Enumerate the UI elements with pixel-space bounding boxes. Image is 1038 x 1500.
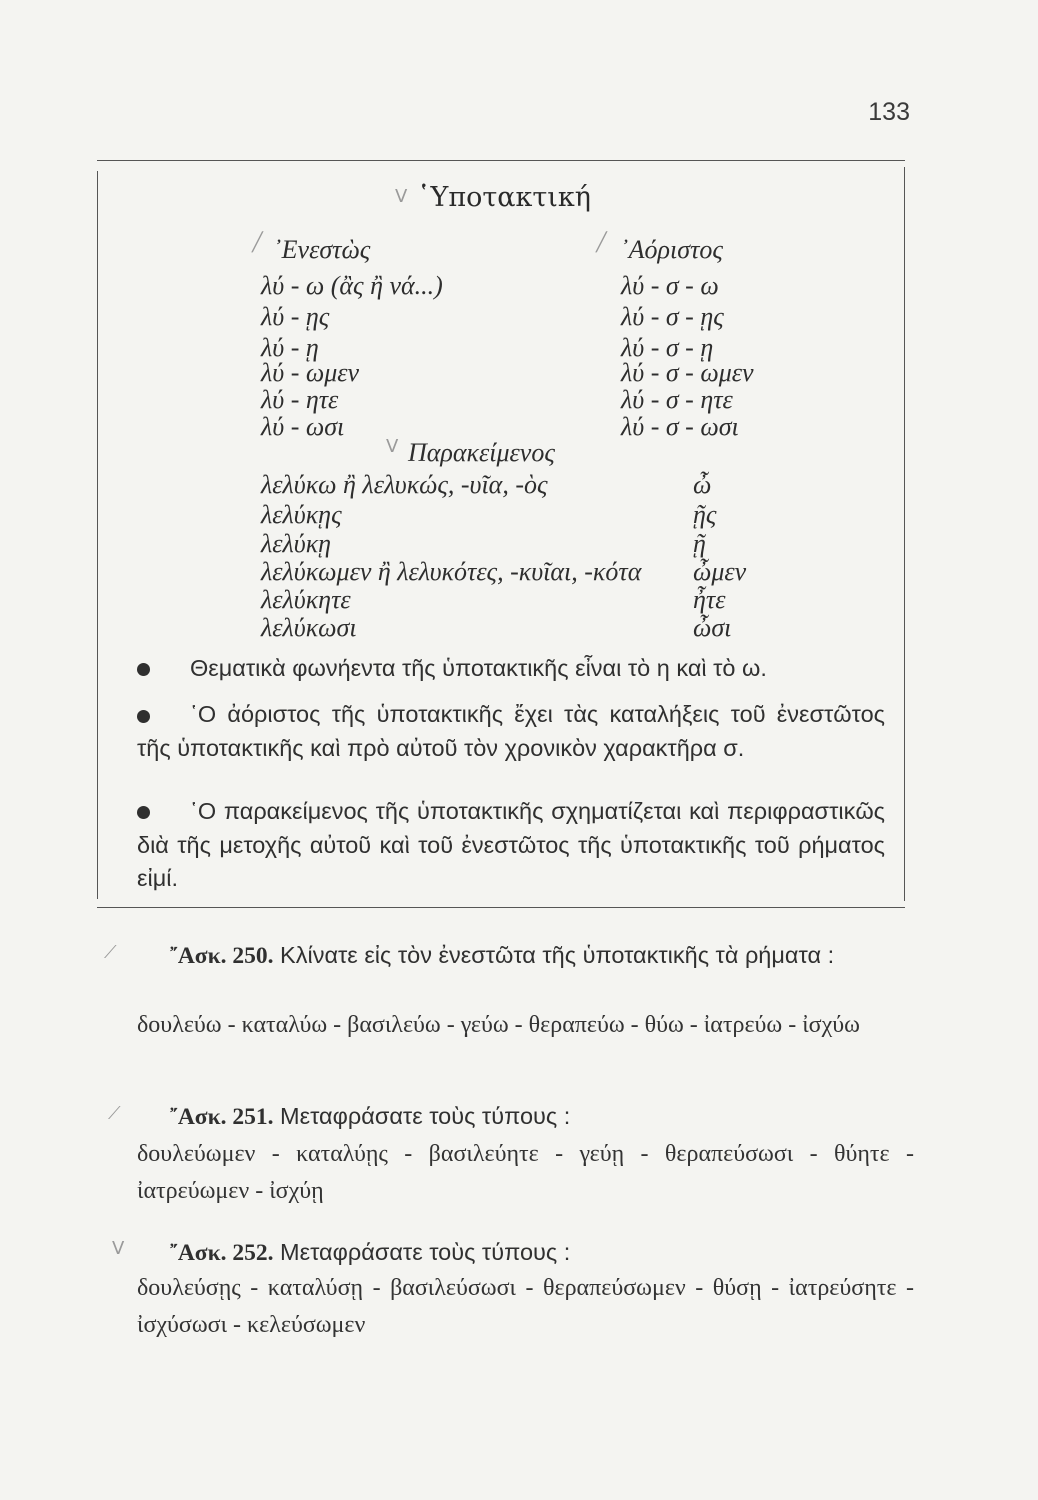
perfect-ending: ῇ [693, 529, 706, 558]
check-mark-icon: ᐯ [112, 1238, 125, 1259]
exercise-instruction: Μεταφράσατε τοὺς τύπους : [280, 1103, 571, 1129]
exercise-words: δουλεύω - καταλύω - βασιλεύω - γεύω - θεραπεύω - θύω - ἰατρεύω - ἰσχύω [137, 1012, 860, 1038]
aorist-form: λύ - σ - ητε [621, 385, 733, 414]
perfect-form: λελύκῃς [261, 500, 342, 529]
check-mark-icon: ╱ [596, 232, 607, 253]
aorist-form: λύ - σ - ῃ [621, 333, 714, 362]
present-form: λύ - ῃς [261, 302, 330, 331]
exercise-252 [137, 1234, 914, 1272]
present-form: λύ - ωμεν [261, 358, 360, 387]
present-header: ᾿Ενεστὼς [273, 235, 371, 264]
present-form: λύ - ω (ἂς ἢ νά...) [261, 271, 443, 300]
exercise-instruction: Κλίνατε εἰς τὸν ἐνεστῶτα τῆς ὑποτακτικῆς τὰ ρήματα : [280, 942, 835, 968]
rule-text: ῾Ο παρακείμενος τῆς ὑποτακτικῆς σχηματίζεται καὶ περιφραστικῶς διὰ τῆς μετοχῆς αὐτοῦ καὶ τοῦ ἐνεστῶτος τῆς ὑποτακτικῆς τοῦ ρήματος εἰμί. [137, 798, 885, 891]
perfect-form: λελύκωμεν ἢ λελυκότες, -κυῖαι, -κότα [261, 557, 642, 586]
exercise-words: δουλεύσῃς - καταλύσῃ - βασιλεύσωσι - θεραπεύσωμεν - θύσῃ - ἰατρεύσητε - ἰσχύσωσι - κελεύσωμεν [137, 1275, 914, 1338]
perfect-ending: ὦσι [693, 613, 732, 642]
present-form: λύ - ωσι [261, 412, 345, 441]
box-title: ῾Υποτακτική [417, 182, 591, 213]
bullet-icon [137, 663, 150, 676]
perfect-ending: ῇς [693, 500, 717, 529]
aorist-form: λύ - σ - ωμεν [621, 358, 754, 387]
check-mark-icon: ⟋ [104, 942, 117, 963]
check-mark-icon: ⟋ [108, 1103, 121, 1124]
aorist-form: λύ - σ - ω [621, 271, 719, 300]
present-form: λύ - ῃ [261, 333, 319, 362]
perfect-form: λελύκωσι [261, 613, 357, 642]
exercise-label: ῎Ασκ. 250. [170, 943, 274, 969]
perfect-ending: ἦτε [693, 585, 726, 614]
aorist-form: λύ - σ - ῃς [621, 302, 724, 331]
exercise-words: δουλεύωμεν - καταλύῃς - βασιλεύητε - γεύῃ - θεραπεύσωσι - θύητε - ἰατρεύωμεν - ἰσχύῃ [137, 1141, 914, 1204]
check-mark-icon: ᐯ [386, 436, 399, 457]
perfect-ending: ὦμεν [693, 557, 747, 586]
aorist-header: ᾿Αόριστος [620, 235, 723, 264]
aorist-form: λύ - σ - ωσι [621, 412, 739, 441]
rule-text: Θεματικὰ φωνήεντα τῆς ὑποτακτικῆς εἶναι τὸ η καὶ τὸ ω. [190, 655, 767, 681]
check-mark-icon: ᐯ [395, 186, 408, 207]
exercise-label: ῎Ασκ. 251. [170, 1104, 274, 1130]
perfect-ending: ὦ [693, 470, 712, 499]
perfect-header: Παρακείμενος [408, 438, 555, 467]
check-mark-icon: ╱ [252, 232, 263, 253]
rule-text: ῾Ο ἀόριστος τῆς ὑποτακτικῆς ἔχει τὰς καταλήξεις τοῦ ἐνεστῶτος τῆς ὑποτακτικῆς καὶ πρὸ αὐτοῦ τὸν χρονικὸν χαρακτῆρα σ. [137, 701, 885, 761]
exercise-250 [137, 937, 914, 975]
exercise-instruction: Μεταφράσατε τοὺς τύπους : [280, 1239, 571, 1265]
perfect-form: λελύκω ἢ λελυκώς, -υῖα, -ὸς [261, 470, 548, 499]
perfect-form: λελύκητε [261, 585, 351, 614]
present-form: λύ - ητε [261, 385, 339, 414]
exercise-label: ῎Ασκ. 252. [170, 1240, 274, 1266]
exercise-251 [137, 1098, 914, 1136]
page-number: 133 [868, 98, 910, 126]
perfect-form: λελύκῃ [261, 529, 332, 558]
